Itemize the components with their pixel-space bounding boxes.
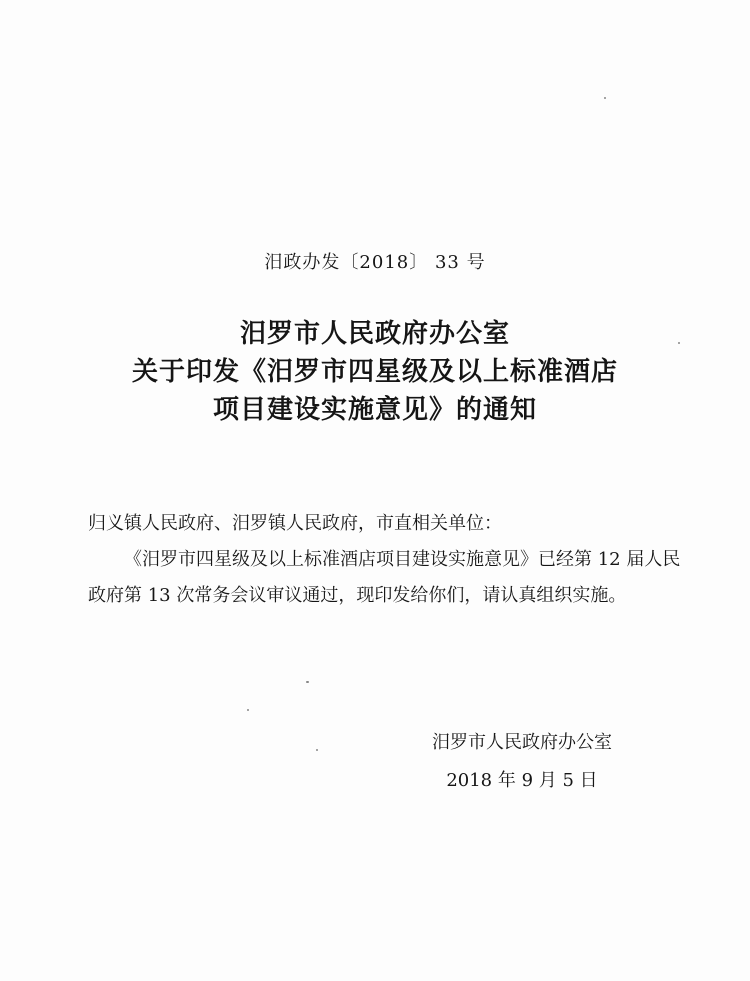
title-line-1: 汨罗市人民政府办公室: [239, 319, 510, 349]
document-number: 汨政办发〔2018〕 33 号: [264, 252, 486, 273]
issue-date: 2018 年 9 月 5 日: [446, 770, 598, 791]
scan-speck: [604, 97, 606, 99]
salutation: 归义镇人民政府、汨罗镇人民政府，市直相关单位：: [88, 513, 502, 534]
scan-speck: [247, 709, 249, 711]
issuer-name: 汨罗市人民政府办公室: [432, 732, 612, 753]
title-line-2: 关于印发《汨罗市四星级及以上标准酒店: [131, 357, 618, 387]
title-line-3: 项目建设实施意见》的通知: [212, 395, 537, 425]
scan-speck: [316, 749, 318, 751]
document-title: [0, 315, 750, 429]
signature-block: [392, 724, 652, 800]
body-paragraph: 《汨罗市四星级及以上标准酒店项目建设实施意见》已经第 12 届人民政府第 13 次常务会议审议通过，现印发给你们，请认真组织实施。: [88, 549, 681, 606]
scan-speck: [306, 681, 309, 683]
